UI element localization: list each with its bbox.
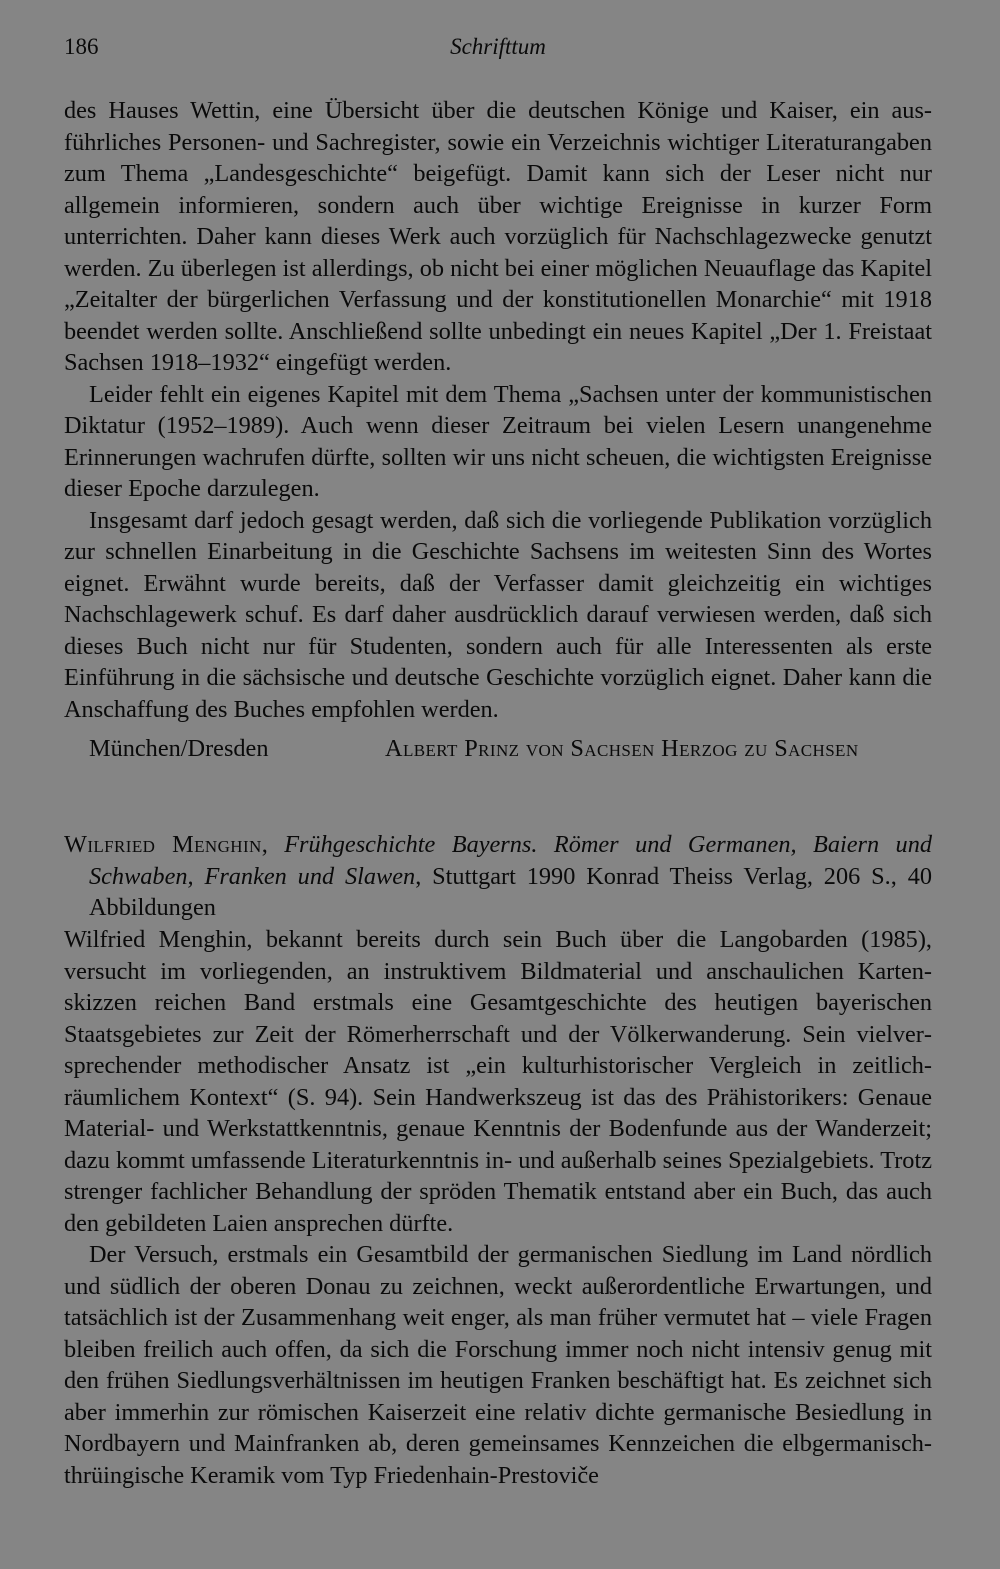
review-2-paragraph: Wilfried Menghin, bekannt bereits durch sein Buch über die Langobarden (1985), versucht im vorliegenden, an instruktivem Bildmaterial und anschaulichen Kartenskizzen reichen Band erstmals eine Gesamtgeschichte des heutigen bayerischen Staatsgebietes zur Zeit der Römerherrschaft und der Völkerwanderung. Sein vielversprechender methodischer Ansatz ist „ein kulturhistorischer Vergleich in zeitlich-räumlichem Kontext“ (S. 94). Sein Handwerkszeug ist das des Prähistorikers: Genaue Material- und Werkstattkenntnis, genaue Kenntnis der Bodenfunde aus der Wanderzeit; dazu kommt umfassende Literaturkenntnis in- und außerhalb seines Spezialgebiets. Trotz strenger fachlicher Behandlung der spröden Thematik entstand aber ein Buch, das auch den gebildeten Laien ansprechen dürfte. xyxy=(64,926,932,1237)
review-2-citation xyxy=(64,829,932,924)
running-title: Schrifttum xyxy=(450,34,546,59)
running-head xyxy=(64,34,932,70)
page-number: 186 xyxy=(64,34,99,59)
citation-details: , Stuttgart 1990 Konrad Theiss Verlag, 206 S., 40 Abbildungen xyxy=(89,862,932,921)
citation-separator: , xyxy=(261,831,285,858)
citation-author: Wilfried Menghin xyxy=(64,831,262,858)
citation-book-title: Frühgeschichte Bayerns. Römer und Germanen, Baiern und Schwaben, Franken und Slawen xyxy=(89,831,932,890)
signature-place: München/Dresden xyxy=(89,735,269,762)
review-2-body xyxy=(64,924,932,1491)
review-1-paragraph: Leider fehlt ein eigenes Kapitel mit dem Thema „Sachsen unter der kommunistischen Diktatur (1952–1989). Auch wenn dieser Zeitraum bei vielen Lesern unangenehme Erinnerungen wachrufen dürfte, sollten wir uns nicht scheuen, die wichtigsten Ereignisse dieser Epoche darzulegen. xyxy=(64,380,932,502)
review-1-signature xyxy=(89,733,909,767)
review-1-paragraph: Insgesamt darf jedoch gesagt werden, daß sich die vorliegende Publikation vorzüglich zur schnellen Einarbeitung in die Geschichte Sachsens im weitesten Sinn des Wortes eignet. Erwähnt wurde bereits, daß der Verfasser damit gleichzeitig ein wichtiges Nachschlagewerk schuf. Es darf daher ausdrücklich darauf verwiesen werden, daß sich dieses Buch nicht nur für Studenten, sondern auch für alle Interessenten als erste Einführung in die sächsische und deutsche Geschichte vorzüglich eignet. Daher kann die Anschaffung des Buches empfohlen werden. xyxy=(64,506,932,723)
review-1-body xyxy=(64,95,932,725)
review-1-paragraph: des Hauses Wettin, eine Übersicht über die deutschen Könige und Kaiser, ein ausführliches Personen- und Sachregister, sowie ein Verzeichnis wichtiger Literaturangaben zum Thema „Landesgeschichte“ beigefügt. Damit kann sich der Leser nicht nur allgemein informieren, sondern auch über wichtige Ereignisse in kurzer Form unterrichten. Daher kann dieses Werk auch vorzüglich für Nachschlagezwecke genutzt werden. Zu überlegen ist allerdings, ob nicht bei einer möglichen Neuauflage das Kapitel „Zeitalter der bürgerlichen Verfassung und der konstitutionellen Monarchie“ mit 1918 beendet werden sollte. Anschließend sollte unbedingt ein neues Kapitel „Der 1. Freistaat Sachsen 1918–1932“ eingefügt werden. xyxy=(64,97,932,376)
signature-reviewer: Albert Prinz von Sachsen Herzog zu Sachsen xyxy=(385,735,859,762)
review-2-paragraph: Der Versuch, erstmals ein Gesamtbild der germanischen Siedlung im Land nördlich und südlich der oberen Donau zu zeichnen, weckt außerordentliche Erwartungen, und tatsächlich ist der Zusammenhang weit enger, als man früher vermutet hat – viele Fragen bleiben freilich auch offen, da sich die Forschung immer noch nicht intensiv genug mit den frühen Siedlungsverhältnissen im heutigen Franken beschäftigt hat. Es zeichnet sich aber immerhin zur römischen Kaiserzeit eine relativ dichte germanische Besiedlung in Nordbayern und Mainfranken ab, deren gemeinsames Kennzeichen die elbgermanisch-thrüingische Keramik vom Typ Friedenhain-Prestoviče xyxy=(64,1241,932,1489)
